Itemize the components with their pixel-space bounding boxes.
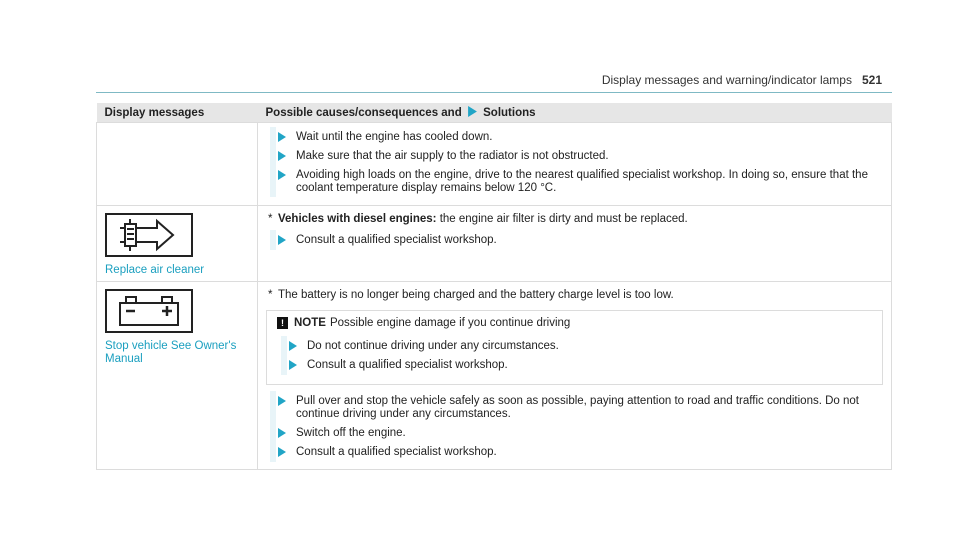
table-row [97, 282, 892, 470]
page-number: 521 [861, 73, 882, 87]
air-filter-icon [105, 213, 193, 257]
cause-text: * Vehicles with diesel engines: the engine air filter is dirty and must be replaced. [268, 213, 688, 225]
col-causes-label: Possible causes/consequences and [265, 107, 462, 119]
table-row [97, 123, 892, 206]
header-divider [96, 92, 892, 93]
step-arrow-icon [278, 447, 286, 457]
solutions-cell [258, 206, 892, 282]
solution-step: Switch off the engine. [266, 427, 883, 440]
step-arrow-icon [278, 170, 286, 180]
solution-step: Consult a qualified specialist workshop. [266, 446, 883, 459]
solution-arrow-icon [467, 106, 478, 117]
cause-text: * The battery is no longer being charged and the battery charge level is too low. [268, 289, 674, 301]
section-title: Display messages and warning/indicator lamps [601, 73, 852, 87]
solution-step: Make sure that the air supply to the radiator is not obstructed. [266, 150, 883, 163]
solution-step: Wait until the engine has cooled down. [266, 131, 883, 144]
col-solutions-header [258, 103, 892, 123]
message-stop-vehicle: Stop vehicle See Owner's Manual [105, 340, 237, 365]
solution-step: Avoiding high loads on the engine, drive to the nearest qualified specialist workshop. In doing so, ensure that the coolant temperature display remains below 120 °C. [266, 169, 883, 195]
step-arrow-icon [278, 132, 286, 142]
solution-step: Consult a qualified specialist workshop. [266, 234, 883, 247]
col-solutions-label: Solutions [483, 107, 536, 119]
solutions-cell [258, 123, 892, 206]
solutions-cell [258, 282, 892, 470]
page-header [602, 73, 882, 87]
step-arrow-icon [278, 428, 286, 438]
step-arrow-icon [278, 396, 286, 406]
display-messages-table [96, 103, 892, 470]
step-arrow-icon [289, 360, 297, 370]
battery-icon [105, 289, 193, 333]
step-arrow-icon [278, 151, 286, 161]
table-row [97, 206, 892, 282]
note-header: ! NOTE Possible engine damage if you continue driving [277, 317, 872, 330]
message-replace-air-cleaner: Replace air cleaner [105, 264, 205, 276]
solution-step: Pull over and stop the vehicle safely as soon as possible, paying attention to road and traffic conditions. Do not continue driving under any circumstances. [266, 395, 883, 421]
table-header-row [97, 103, 892, 123]
message-cell [97, 206, 258, 282]
message-cell [97, 282, 258, 470]
step-arrow-icon [278, 235, 286, 245]
solution-step: Do not continue driving under any circumstances. [277, 340, 872, 353]
message-cell-empty [97, 123, 258, 206]
solution-step: Consult a qualified specialist workshop. [277, 359, 872, 372]
col-display-messages-header: Display messages [97, 103, 258, 123]
warning-icon: ! [277, 317, 288, 329]
note-box [266, 310, 883, 385]
step-arrow-icon [289, 341, 297, 351]
